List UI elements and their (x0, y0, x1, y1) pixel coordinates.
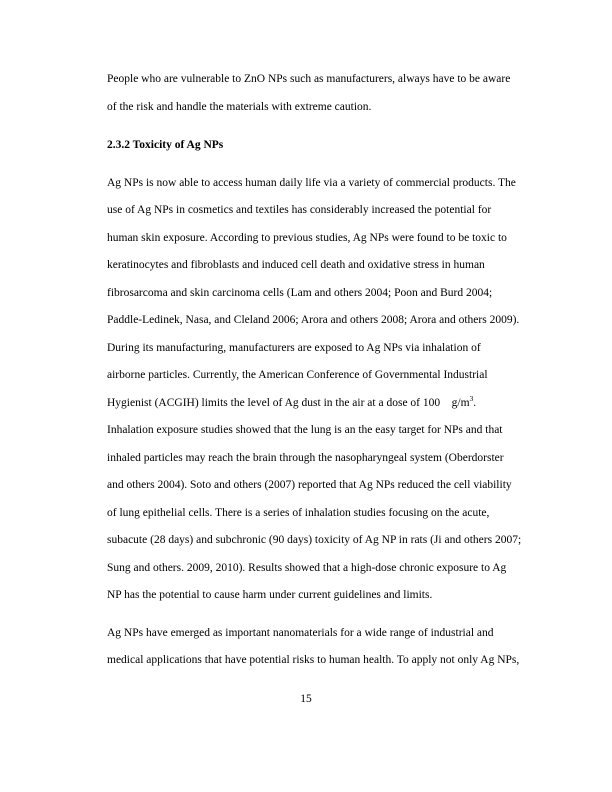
body-text-line: Ag NPs is now able to access human daily life via a variety of commercial products. The (107, 176, 516, 189)
body-text-line: fibrosarcoma and skin carcinoma cells (Lam and others 2004; Poon and Burd 2004; (107, 286, 493, 299)
paragraph-ag-applications (107, 620, 567, 675)
body-text-line: airborne particles. Currently, the American Conference of Governmental Industrial (107, 369, 488, 381)
body-text-line: Inhalation exposure studies showed that the lung is an the easy target for NPs and that (107, 424, 503, 436)
text-block (107, 66, 567, 675)
body-text-line: subacute (28 days) and subchronic (90 days) toxicity of Ag NP in rats (Ji and others 2007; (107, 534, 522, 546)
body-text-line: of the risk and handle the materials with extreme caution. (107, 100, 372, 113)
dose-text-end: . (473, 396, 477, 409)
body-text-line: use of Ag NPs in cosmetics and textiles has considerably increased the potential for (107, 204, 492, 216)
superscript-exponent: 3 (469, 393, 474, 403)
body-text-line-dose (107, 390, 567, 418)
body-text-line: inhaled particles may reach the brain through the nasopharyngeal system (Oberdorster (107, 451, 504, 464)
body-text-line: keratinocytes and fibroblasts and induced cell death and oxidative stress in human (107, 259, 485, 271)
section-heading: 2.3.2 Toxicity of Ag NPs (107, 139, 224, 151)
body-text-line: Ag NPs have emerged as important nanomaterials for a wide range of industrial and (107, 626, 494, 639)
body-text-line: NP has the potential to cause harm under current guidelines and limits. (107, 589, 433, 601)
body-text-line: and others 2004). Soto and others (2007) reported that Ag NPs reduced the cell viability (107, 479, 512, 491)
paragraph-ag-toxicity (107, 170, 567, 610)
paragraph-zno-caution (107, 66, 567, 121)
body-text-line: Sung and others. 2009, 2010). Results showed that a high-dose chronic exposure to Ag (107, 561, 507, 574)
dose-text: Hygienist (ACGIH) limits the level of Ag dust in the air at a dose of 100 g/m (107, 396, 470, 409)
body-text-line: People who are vulnerable to ZnO NPs such as manufacturers, always have to be aware (107, 73, 511, 85)
body-text-line: medical applications that have potential risks to human health. To apply not only Ag NPs, (107, 654, 520, 666)
body-text-line: human skin exposure. According to previous studies, Ag NPs were found to be toxic to (107, 231, 507, 244)
body-text-line: During its manufacturing, manufacturers are exposed to Ag NPs via inhalation of (107, 341, 481, 354)
page-number: 15 (300, 693, 312, 705)
body-text-line: Paddle-Ledinek, Nasa, and Cleland 2006; Arora and others 2008; Arora and others 2009). (107, 314, 520, 326)
body-text-line: of lung epithelial cells. There is a series of inhalation studies focusing on the acute, (107, 506, 490, 519)
